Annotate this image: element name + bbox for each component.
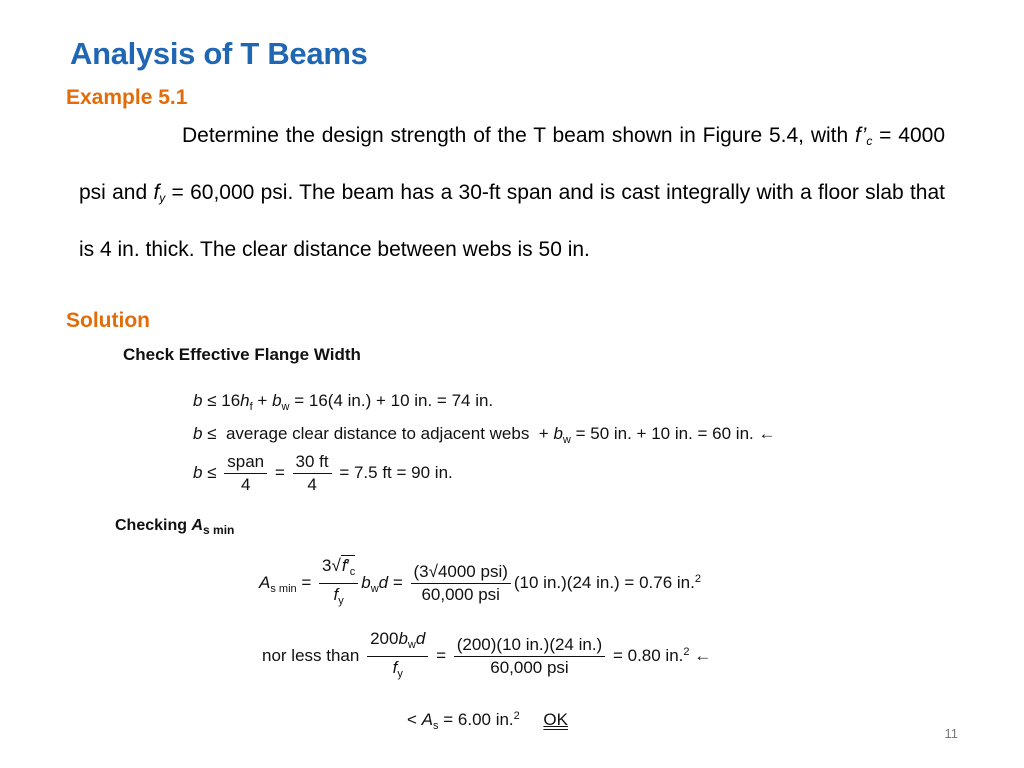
span-value-fraction: $\frac{30 ft}{4}$: [293, 452, 332, 495]
ok-check: OK: [543, 710, 568, 729]
span-fraction: $\frac{\text{span}}{4}$: [224, 452, 267, 495]
as-provided: = 6.00 in.: [443, 710, 514, 729]
asmin-fraction-4: $\frac{(200)(10 in.)(24 in.)}{\text{60,000 psi}}$: [454, 635, 606, 678]
asmin-fraction-3: $\frac{200b_wd}{f_y}$: [367, 629, 428, 684]
fc-subscript: c: [866, 134, 873, 148]
flange-heading: Check Effective Flange Width: [123, 345, 361, 364]
flange-eq-1-tail: (4 in.) + 10 in. = 74 in.: [327, 391, 494, 410]
flange-eq-2-tail: = 50 in. + 10 in. = 60 in. ←: [575, 424, 776, 443]
asmin-heading: Checking $A_{s min}$: [115, 517, 235, 537]
nor-less-than-label: nor less than: [262, 645, 360, 665]
problem-text-2: = 4000 psi and: [79, 124, 945, 204]
fy-subscript: y: [159, 191, 166, 205]
asmin-eq-1-tail: (10 in.)(24 in.) = 0.76 in.: [513, 572, 695, 592]
asmin-eq-2-tail: = 0.80 in.: [612, 645, 684, 665]
flange-eq-2-text: average clear distance to adjacent webs: [225, 424, 530, 443]
asmin-fraction-1: $\frac{3√f'_c}{f_y}$: [319, 556, 358, 611]
solution-label: Solution: [66, 309, 150, 332]
fy-symbol: f: [153, 181, 160, 204]
flange-eq-2: b ≤ average clear distance to adjacent webs + $b_w = 50$ in. + 10 in. = 60 in. ←: [193, 424, 776, 446]
slide-title: Analysis of T Beams: [70, 36, 368, 71]
page-number: 11: [944, 726, 958, 741]
flange-eq-3: b ≤ $\frac{\text{span}}{4}$ = $\frac{30 ft}{4}$ = 7.5 ft = 90 in.: [193, 452, 453, 494]
example-label: Example 5.1: [66, 86, 188, 109]
asmin-eq-3: < $A_s = 6.00$ in.$^2$ OK: [407, 710, 568, 732]
asmin-fraction-2: $\frac{\text{(3√4000 psi)}}{\text{60,000 psi}}$: [411, 562, 511, 605]
problem-text-3: = 60,000 psi. The beam has a 30-ft span and is cast integrally with a floor slab that is 4 in. thick. The clear distance between webs is 50 in.: [79, 181, 945, 261]
flange-eq-3-tail: = 7.5 ft = 90 in.: [339, 462, 453, 482]
problem-statement: [79, 110, 945, 275]
flange-eq-1: $b \le 16h_f + b_w = 16(4$ in.) + 10 in. = 74 in.: [193, 391, 494, 413]
asmin-eq-2: nor less than $\frac{200b_wd}{f_y}$ = $\frac{(200)(10 in.)(24 in.)}{\text{60,000 psi}}$ = 0.80 in.$^2$ ←: [262, 629, 711, 684]
fc-symbol: f’: [855, 124, 867, 147]
asmin-eq-1: $A_{s min}$ = $\frac{3√f'_c}{f_y}$ $b_wd$ = $\frac{\text{(3√4000 psi)}}{\text{60,000 psi}}$ (10 in.)(24 in.) = 0.76 in.$^2$: [259, 556, 701, 611]
problem-text-1: Determine the design strength of the T beam shown in Figure 5.4, with: [182, 124, 856, 147]
